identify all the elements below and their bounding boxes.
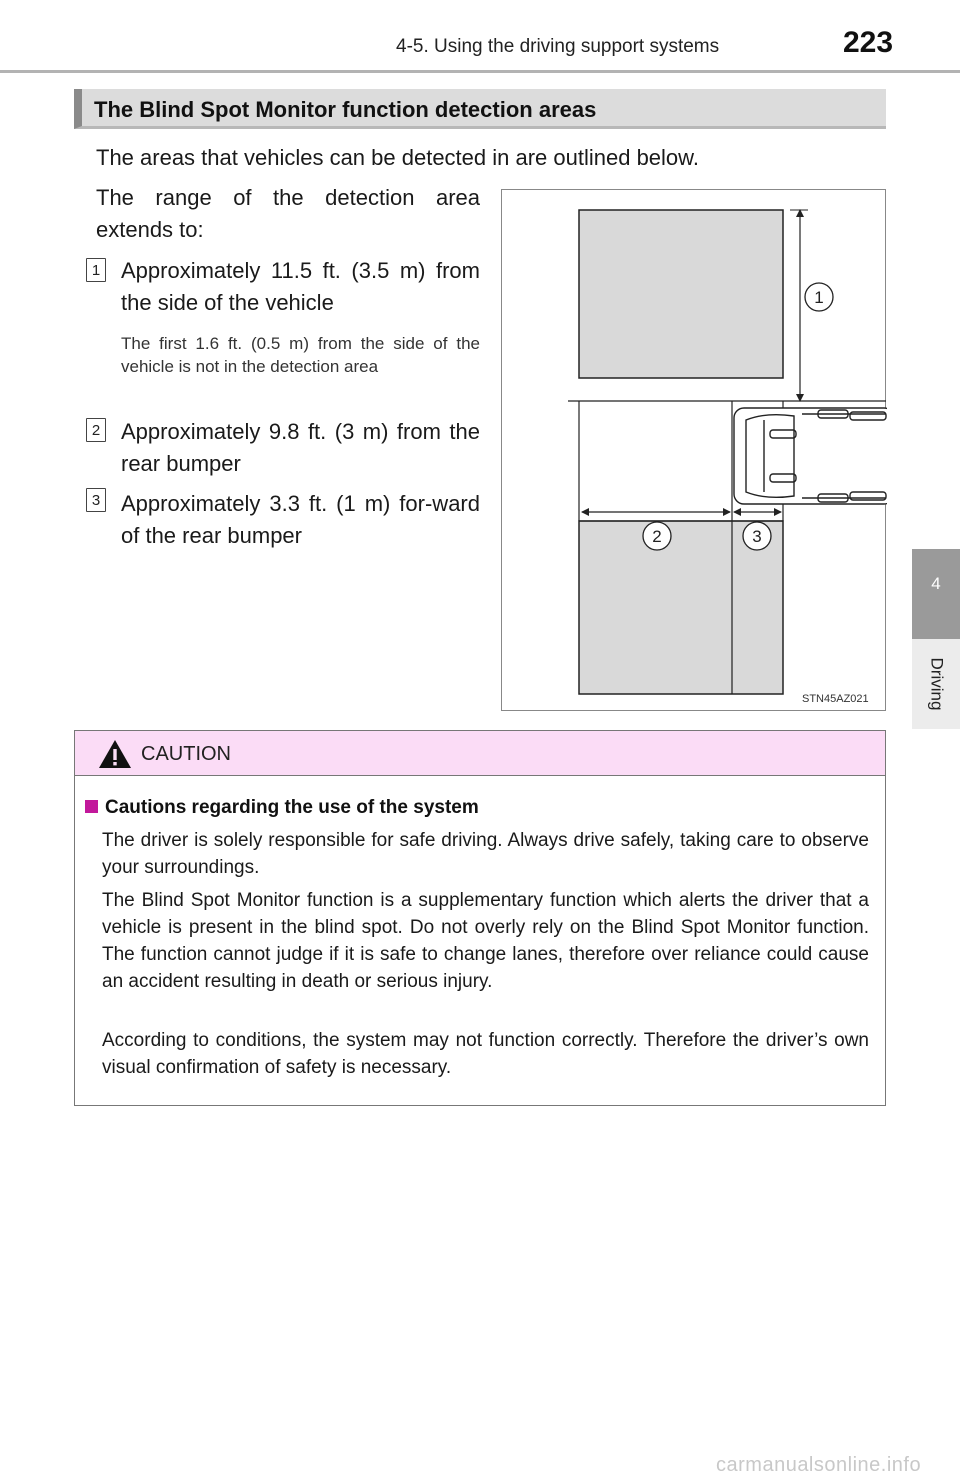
item-3-text: Approximately 3.3 ft. (1 m) for-ward of the rear bumper bbox=[121, 491, 480, 548]
chapter-label-tab bbox=[912, 639, 960, 729]
page-number: 223 bbox=[843, 26, 894, 59]
item-2-text: Approximately 9.8 ft. (3 m) from the rear bumper bbox=[121, 419, 480, 476]
detection-area-figure bbox=[501, 189, 886, 711]
caution-paragraph-3: According to conditions, the system may not function correctly. Therefore the driver’s own visual confirmation of safety is necessary. bbox=[102, 1030, 869, 1078]
upper-detection-area bbox=[579, 210, 783, 378]
caution-label: CAUTION bbox=[141, 743, 231, 765]
vehicle-illustration bbox=[734, 408, 887, 504]
item-1-text: Approximately 11.5 ft. (3.5 m) from the side of the vehicle bbox=[121, 258, 480, 315]
caution-header bbox=[75, 731, 885, 776]
header-section-title: 4-5. Using the driving support systems bbox=[396, 36, 720, 57]
caution-paragraph-1: The driver is solely responsible for safe driving. Always drive safely, taking care to observe your surroundings. bbox=[102, 830, 869, 878]
caution-paragraph-2: The Blind Spot Monitor function is a supplementary function which alerts the driver that a vehicle is present in the blind spot. Do not overly rely on the Blind Spot Monitor function. The function cannot judge if it is safe to change lanes, therefore over reliance could cause an accident resulting in death or serious injury. bbox=[102, 890, 869, 992]
caution-subheading-row bbox=[85, 797, 479, 819]
caution-subheading: Cautions regarding the use of the system bbox=[105, 797, 479, 818]
detection-area-diagram bbox=[502, 190, 887, 712]
intro-text: The areas that vehicles can be detected in are outlined below. bbox=[96, 145, 699, 170]
caution-box bbox=[74, 730, 886, 1106]
watermark: carmanualsonline.info bbox=[716, 1454, 922, 1476]
callout-1: 1 bbox=[814, 288, 824, 307]
warning-triangle-icon bbox=[98, 739, 132, 769]
item-number-1: 1 bbox=[86, 258, 106, 282]
chapter-number: 4 bbox=[931, 574, 941, 593]
callout-3: 3 bbox=[752, 527, 762, 546]
header-rule bbox=[0, 70, 960, 73]
figure-code: STN45AZ021 bbox=[802, 693, 869, 705]
item-number-2: 2 bbox=[86, 418, 106, 442]
item-number-3: 3 bbox=[86, 488, 106, 512]
section-heading-bar bbox=[74, 89, 886, 129]
callout-2: 2 bbox=[652, 527, 662, 546]
range-text: The range of the detection area extends to: bbox=[96, 185, 480, 242]
chapter-label: Driving bbox=[927, 657, 946, 711]
item-1-note: The first 1.6 ft. (0.5 m) from the side of the vehicle is not in the detection area bbox=[121, 334, 480, 376]
square-bullet-icon bbox=[85, 800, 98, 813]
section-heading: The Blind Spot Monitor function detection areas bbox=[94, 97, 597, 122]
chapter-tab bbox=[912, 549, 960, 639]
